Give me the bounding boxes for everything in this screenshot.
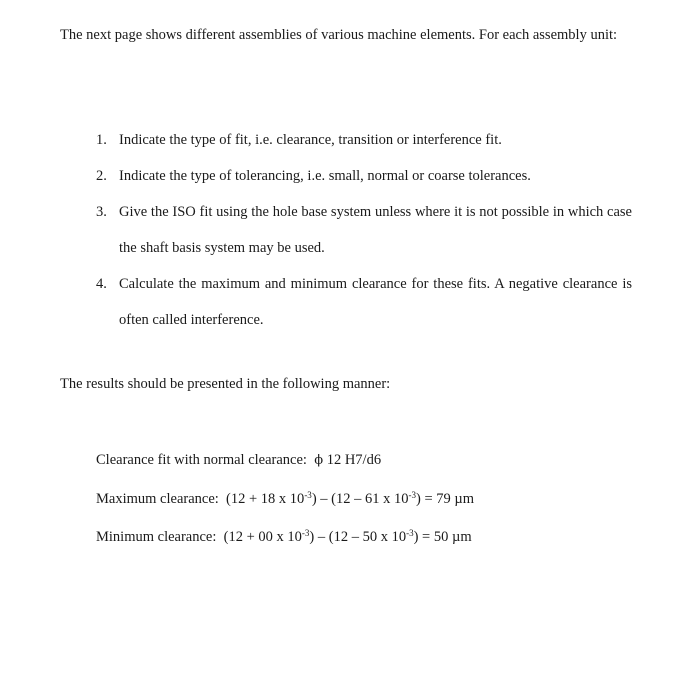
list-item-number: 3. [96, 204, 107, 220]
results-intro: The results should be presented in the following manner: [60, 376, 391, 392]
intro-paragraph: The next page shows different assemblies of various machine elements. For each assembly unit: [60, 27, 618, 43]
list-item-number: 1. [96, 132, 107, 148]
list-item [96, 194, 632, 266]
list-item [96, 122, 632, 158]
max-exponent-2: -3 [408, 490, 416, 500]
min-exponent-2: -3 [406, 528, 414, 538]
diameter-symbol: ϕ [314, 453, 324, 468]
min-exponent-1: -3 [301, 528, 310, 538]
list-item-text: Indicate the type of fit, i.e. clearance, transition or interference fit. [119, 132, 502, 148]
max-clearance-label: Maximum clearance: [96, 491, 219, 507]
max-clearance-line [96, 480, 474, 518]
max-formula-part1: (12 + 18 x 10 [226, 491, 305, 507]
min-formula-part2: ) – (12 – 50 x 10 [309, 529, 407, 545]
list-item-number: 2. [96, 168, 107, 184]
list-item [96, 266, 632, 338]
list-item [96, 158, 632, 194]
list-item-text: Indicate the type of tolerancing, i.e. small, normal or coarse tolerances. [119, 168, 531, 184]
fit-value: 12 H7/d6 [326, 452, 382, 468]
min-formula-part3: ) = 50 µm [413, 529, 472, 545]
min-clearance-label: Minimum clearance: [96, 529, 217, 545]
instruction-list [96, 122, 632, 338]
min-clearance-line [96, 518, 474, 556]
max-formula-part3: ) = 79 µm [415, 491, 474, 507]
list-item-text: Give the ISO fit using the hole base system unless where it is not possible in which case the shaft basis system may be used. [119, 204, 632, 256]
list-item-text: Calculate the maximum and minimum clearance for these fits. A negative clearance is often called interference. [119, 276, 632, 328]
fit-line [96, 441, 474, 480]
min-formula-part1: (12 + 00 x 10 [223, 529, 302, 545]
max-formula-part2: ) – (12 – 61 x 10 [311, 491, 409, 507]
fit-label: Clearance fit with normal clearance: [96, 452, 307, 468]
max-exponent-1: -3 [304, 490, 312, 500]
list-item-number: 4. [96, 276, 107, 292]
example-block [96, 441, 474, 556]
